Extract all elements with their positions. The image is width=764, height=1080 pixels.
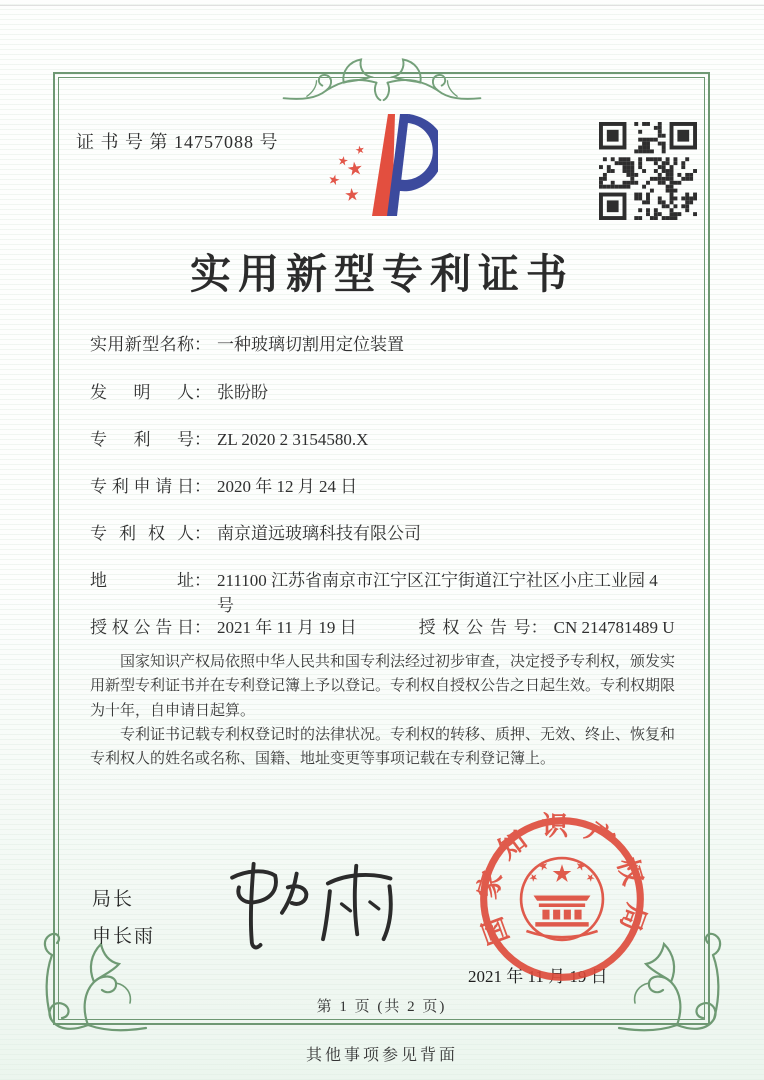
legal-paragraph-1: 国家知识产权局依照中华人民共和国专利法经过初步审查，决定授予专利权，颁发实用新型专利证书并在专利登记簿上予以登记。专利权自授权公告之日起生效。专利权期限为十年，自申请日起算。 — [90, 654, 676, 719]
field-value: 2020 年 12 月 24 日 — [217, 477, 358, 496]
field-label: 实用新型名称 — [90, 335, 194, 354]
field-row-grant — [90, 616, 675, 641]
field-colon: ： — [194, 383, 211, 402]
certificate-title: 实用新型专利证书 — [190, 251, 574, 297]
handwritten-signature-icon — [195, 848, 410, 956]
field-row-filing-date — [90, 475, 357, 500]
field-row-inventor — [90, 381, 268, 406]
field-label: 地址 — [90, 571, 194, 590]
cnipa-logo-icon — [318, 110, 438, 220]
certificate-number: 证 书 号 第 14757088 号 — [76, 132, 279, 152]
commissioner-name: 申长雨 — [92, 926, 156, 947]
national-emblem — [521, 858, 603, 940]
field-colon: ： — [194, 430, 211, 449]
qr-code-icon — [599, 122, 697, 220]
field-colon: ： — [194, 477, 211, 496]
page-indicator: 第 1 页 (共 2 页) — [316, 999, 447, 1015]
field-colon: ： — [530, 618, 548, 637]
seal-text: 国家知识产权局 — [473, 811, 651, 949]
grant-number-pair — [419, 616, 675, 641]
field-value: ZL 2020 2 3154580.X — [217, 430, 369, 449]
back-note: 其他事项参见背面 — [305, 1047, 458, 1064]
field-value: 一种玻璃切割用定位装置 — [217, 335, 404, 354]
legal-text — [90, 650, 680, 771]
field-row-address — [90, 569, 669, 618]
field-row-name — [90, 333, 404, 358]
field-colon: ： — [194, 618, 211, 637]
legal-paragraph-2: 专利证书记载专利权登记时的法律状况。专利权的转移、质押、无效、终止、恢复和专利权人的姓名或名称、国籍、地址变更等事项记载在专利登记簿上。 — [90, 726, 676, 768]
field-value: 南京道远玻璃科技有限公司 — [217, 524, 421, 543]
field-label: 授权公告日 — [90, 618, 194, 637]
field-value: 张盼盼 — [217, 383, 268, 402]
official-seal-icon — [473, 810, 651, 988]
field-label: 发明人 — [90, 383, 194, 402]
field-value: 211100 江苏省南京市江宁区江宁街道江宁社区小庄工业园 4 号 — [217, 571, 658, 615]
field-label: 专利权人 — [90, 524, 194, 543]
grant-number-value: CN 214781489 U — [553, 618, 675, 637]
field-label: 专利号 — [90, 430, 194, 449]
commissioner-title: 局长 — [92, 889, 135, 910]
field-colon: ： — [194, 571, 211, 590]
field-row-patent-number — [90, 428, 368, 453]
grant-date-value: 2021 年 11 月 19 日 — [217, 618, 357, 637]
field-label: 授权公告号 — [418, 618, 531, 637]
field-colon: ： — [194, 524, 211, 543]
svg-text:国家知识产权局 — [473, 811, 651, 948]
seal-date: 2021 年 11 月 19 日 — [468, 967, 608, 986]
field-row-patentee — [90, 522, 421, 547]
scan-edge-line — [0, 5, 764, 6]
field-label: 专利申请日 — [90, 477, 194, 496]
field-colon: ： — [194, 335, 211, 354]
